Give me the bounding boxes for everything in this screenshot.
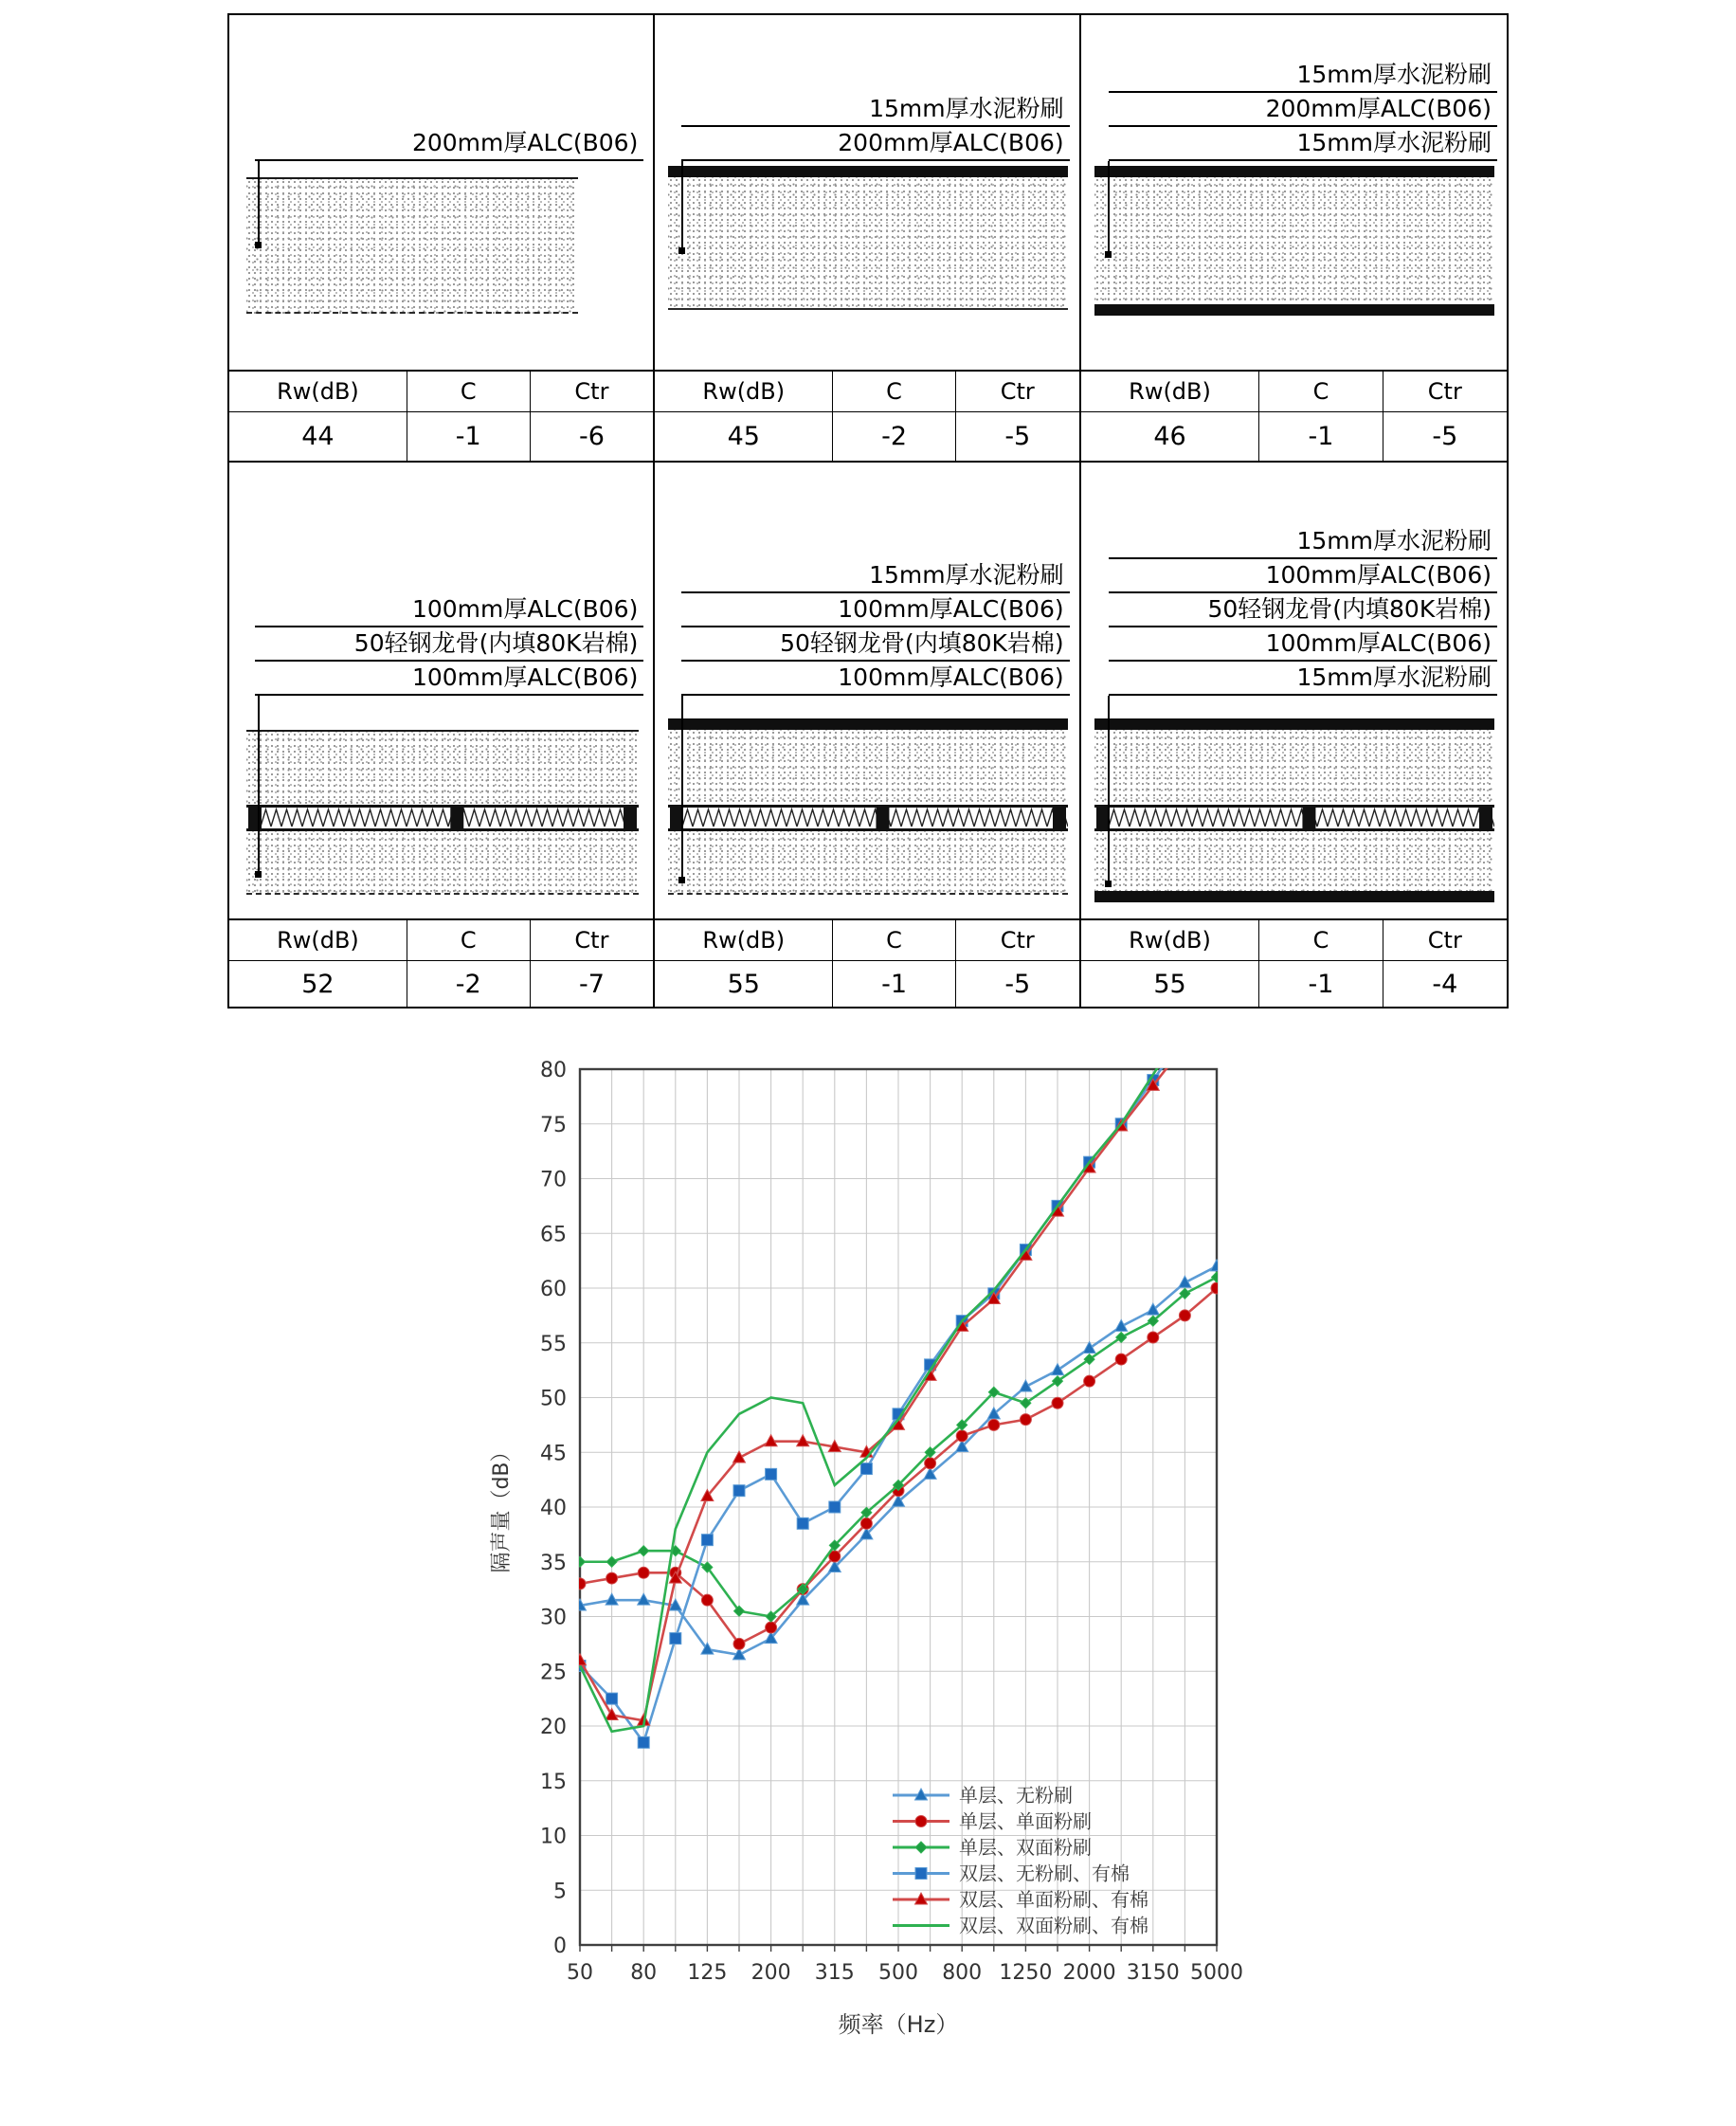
stats-value-row-1 xyxy=(229,412,1507,461)
wall-layer-label: 15mm厚水泥粉刷 xyxy=(681,559,1070,593)
legend-label: 单层、双面粉刷 xyxy=(959,1836,1092,1859)
wall-cell-plaster-200alc xyxy=(655,15,1080,370)
svg-text:50: 50 xyxy=(540,1387,567,1411)
svg-text:5000: 5000 xyxy=(1190,1961,1243,1985)
plaster-layer-section xyxy=(1094,718,1494,730)
svg-text:2000: 2000 xyxy=(1062,1961,1116,1985)
col-header-c: C xyxy=(1259,920,1383,960)
rw-value: 52 xyxy=(229,961,407,1008)
col-header-ctr: Ctr xyxy=(1000,927,1035,954)
stats-header-row-2 xyxy=(229,918,1507,961)
col-header-ctr: Ctr xyxy=(1427,378,1462,405)
stud-rockwool-section xyxy=(668,805,1068,831)
svg-text:80: 80 xyxy=(630,1961,658,1985)
ctr-value: -4 xyxy=(1432,970,1458,999)
ctr-value: -5 xyxy=(1004,422,1031,451)
c-value: -1 xyxy=(833,961,956,1008)
ctr-value: -6 xyxy=(578,422,605,451)
series-4 xyxy=(574,1036,1184,1748)
alc-panel-section xyxy=(246,177,578,314)
alc-panel-section xyxy=(1094,177,1494,304)
x-axis-labels xyxy=(567,1961,1243,1985)
legend-label: 单层、单面粉刷 xyxy=(959,1809,1092,1833)
svg-text:0: 0 xyxy=(553,1935,567,1958)
plaster-layer-section xyxy=(668,166,1068,177)
svg-text:200: 200 xyxy=(750,1961,791,1985)
leader-line xyxy=(681,161,683,252)
rw-value: 44 xyxy=(229,412,407,461)
alc-panel-section xyxy=(1094,730,1494,805)
leader-line xyxy=(258,161,260,246)
stats-value-row-2 xyxy=(229,961,1507,1008)
alc-panel-section xyxy=(246,730,639,807)
plaster-layer-section xyxy=(1094,166,1494,177)
leader-line xyxy=(1108,161,1110,256)
stud-rockwool-section xyxy=(246,805,639,831)
svg-text:1250: 1250 xyxy=(999,1961,1053,1985)
col-header-rw: Rw(dB) xyxy=(1081,920,1260,960)
leader-line xyxy=(258,696,260,876)
y-axis-labels xyxy=(540,1059,567,1958)
rw-value: 55 xyxy=(1081,961,1260,1008)
c-value: -2 xyxy=(407,961,531,1008)
wall-layer-label: 50轻钢龙骨(内填80K岩棉) xyxy=(255,627,643,662)
plaster-layer-section xyxy=(1094,304,1494,316)
alc-panel-section xyxy=(1094,831,1494,891)
svg-text:25: 25 xyxy=(540,1661,567,1685)
rw-value: 55 xyxy=(655,961,833,1008)
wall-layer-label: 15mm厚水泥粉刷 xyxy=(1109,525,1497,559)
svg-text:500: 500 xyxy=(878,1961,918,1985)
plaster-layer-section xyxy=(1094,891,1494,902)
wall-cell-plaster-200alc-plaster xyxy=(1081,15,1507,370)
col-header-rw: Rw(dB) xyxy=(655,372,833,411)
col-header-rw: Rw(dB) xyxy=(655,920,833,960)
diagram-row-2 xyxy=(229,461,1507,918)
leader-line xyxy=(1108,696,1110,885)
legend-label: 双层、单面粉刷、有棉 xyxy=(959,1888,1148,1911)
wall-layer-label: 50轻钢龙骨(内填80K岩棉) xyxy=(1109,593,1497,627)
x-axis-title: 频率（Hz） xyxy=(838,2011,959,2038)
svg-text:50: 50 xyxy=(567,1961,593,1985)
wall-labels xyxy=(1109,525,1497,696)
wall-layer-label: 15mm厚水泥粉刷 xyxy=(1109,662,1497,696)
svg-text:20: 20 xyxy=(540,1716,567,1739)
col-header-ctr: Ctr xyxy=(574,378,609,405)
sound-insulation-chart xyxy=(417,1028,1270,2090)
svg-text:45: 45 xyxy=(540,1442,567,1466)
col-header-rw: Rw(dB) xyxy=(1081,372,1260,411)
svg-text:800: 800 xyxy=(942,1961,983,1985)
wall-layer-label: 100mm厚ALC(B06) xyxy=(255,593,643,627)
svg-text:15: 15 xyxy=(540,1770,567,1794)
col-header-c: C xyxy=(407,920,531,960)
col-header-rw: Rw(dB) xyxy=(229,920,407,960)
legend-label: 双层、双面粉刷、有棉 xyxy=(959,1914,1148,1937)
svg-text:40: 40 xyxy=(540,1497,567,1520)
svg-text:80: 80 xyxy=(540,1059,567,1082)
svg-text:10: 10 xyxy=(540,1825,567,1849)
c-value: -1 xyxy=(1259,961,1383,1008)
wall-construction-table xyxy=(227,13,1509,1008)
col-header-c: C xyxy=(407,372,531,411)
rw-value: 46 xyxy=(1081,412,1260,461)
wall-layer-label: 15mm厚水泥粉刷 xyxy=(1109,127,1497,161)
svg-text:315: 315 xyxy=(814,1961,855,1985)
c-value: -1 xyxy=(407,412,531,461)
wall-layer-label: 100mm厚ALC(B06) xyxy=(681,593,1070,627)
alc-panel-section xyxy=(246,831,639,895)
wall-layer-label: 100mm厚ALC(B06) xyxy=(255,662,643,696)
svg-text:35: 35 xyxy=(540,1551,567,1575)
col-header-ctr: Ctr xyxy=(1427,927,1462,954)
alc-panel-section xyxy=(668,730,1068,805)
wall-layer-label: 100mm厚ALC(B06) xyxy=(1109,559,1497,593)
wall-layer-label: 200mm厚ALC(B06) xyxy=(681,127,1070,161)
stud-rockwool-section xyxy=(1094,805,1494,831)
svg-text:60: 60 xyxy=(540,1278,567,1301)
wall-layer-label: 50轻钢龙骨(内填80K岩棉) xyxy=(681,627,1070,662)
ctr-value: -5 xyxy=(1004,970,1031,999)
c-value: -1 xyxy=(1259,412,1383,461)
svg-text:30: 30 xyxy=(540,1606,567,1630)
svg-text:3150: 3150 xyxy=(1126,1961,1180,1985)
svg-text:125: 125 xyxy=(687,1961,728,1985)
wall-cell-plaster-double-alc-plaster xyxy=(1081,463,1507,918)
svg-text:55: 55 xyxy=(540,1332,567,1356)
rw-value: 45 xyxy=(655,412,833,461)
wall-labels xyxy=(255,593,643,696)
x-axis-ticks xyxy=(580,1945,1217,1952)
y-axis-title: 隔声量（dB） xyxy=(490,1441,514,1573)
wall-cell-double-alc xyxy=(229,463,655,918)
col-header-c: C xyxy=(833,920,956,960)
wall-layer-label: 200mm厚ALC(B06) xyxy=(255,127,643,161)
chart-legend xyxy=(893,1784,1148,1937)
wall-layer-label: 15mm厚水泥粉刷 xyxy=(681,93,1070,127)
col-header-c: C xyxy=(1259,372,1383,411)
legend-label: 单层、无粉刷 xyxy=(959,1784,1073,1807)
ctr-value: -5 xyxy=(1432,422,1458,451)
col-header-c: C xyxy=(833,372,956,411)
stats-header-row-1 xyxy=(229,370,1507,412)
svg-text:65: 65 xyxy=(540,1223,567,1247)
svg-text:70: 70 xyxy=(540,1168,567,1192)
wall-labels xyxy=(255,127,643,161)
wall-cell-200alc xyxy=(229,15,655,370)
chart-gridlines xyxy=(580,1069,1217,1945)
alc-panel-section xyxy=(668,177,1068,310)
svg-text:5: 5 xyxy=(553,1880,567,1904)
wall-layer-label: 100mm厚ALC(B06) xyxy=(1109,627,1497,662)
wall-layer-label: 15mm厚水泥粉刷 xyxy=(1109,59,1497,93)
wall-labels xyxy=(681,93,1070,161)
col-header-ctr: Ctr xyxy=(574,927,609,954)
wall-labels xyxy=(1109,59,1497,161)
wall-cell-plaster-double-alc xyxy=(655,463,1080,918)
plaster-layer-section xyxy=(668,718,1068,730)
ctr-value: -7 xyxy=(578,970,605,999)
col-header-ctr: Ctr xyxy=(1000,378,1035,405)
alc-panel-section xyxy=(668,831,1068,895)
diagram-row-1 xyxy=(229,15,1507,370)
svg-text:75: 75 xyxy=(540,1113,567,1137)
leader-line xyxy=(681,696,683,881)
wall-layer-label: 100mm厚ALC(B06) xyxy=(681,662,1070,696)
col-header-rw: Rw(dB) xyxy=(229,372,407,411)
legend-label: 双层、无粉刷、有棉 xyxy=(959,1862,1130,1885)
wall-labels xyxy=(681,559,1070,696)
wall-layer-label: 200mm厚ALC(B06) xyxy=(1109,93,1497,127)
c-value: -2 xyxy=(833,412,956,461)
